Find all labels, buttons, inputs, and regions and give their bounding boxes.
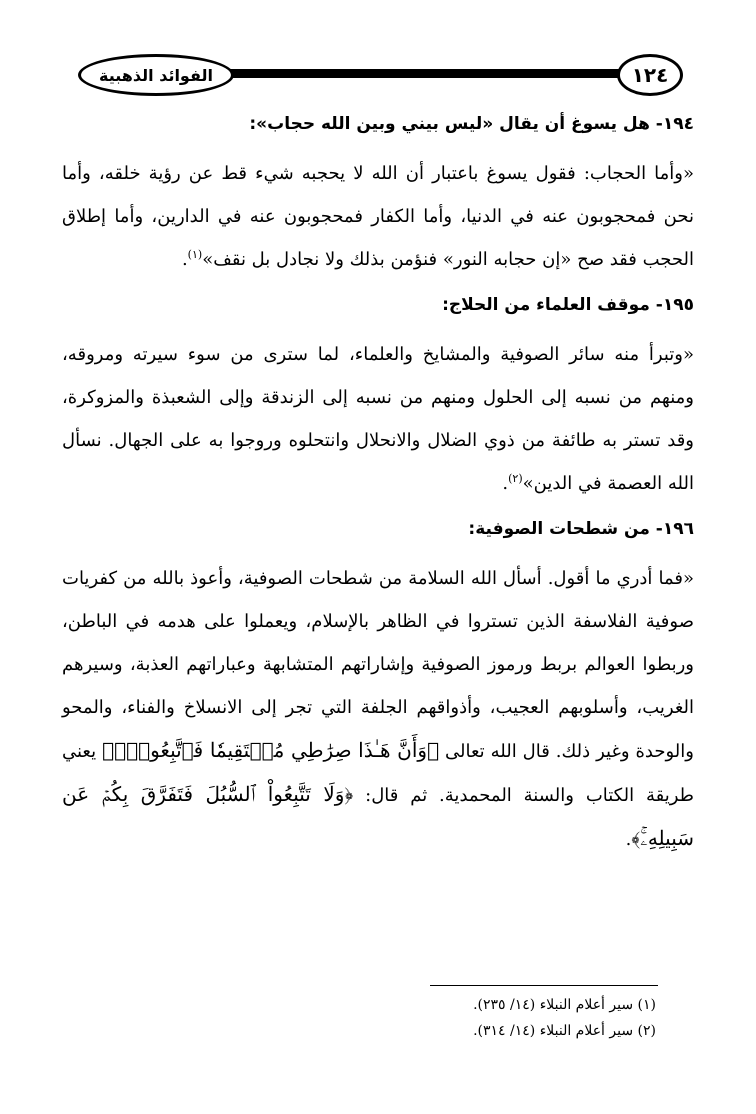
section-195-end: . (502, 473, 509, 494)
book-title: الفوائد الذهبية (78, 54, 234, 96)
section-196-body: «فما أدري ما أقول. أسأل الله السلامة من شطحات الصوفية، وأعوذ بالله من كفريات صوفية الفلاسفة الذين تستروا في الظاهر بالإسلام، ويعملوا على هدمه في الباطن، وربطوا العوالم بربط ورموز الصوفية وإشاراتهم المتشابهة وعباراتهم العذبة، وسيرهم الغريب، وأسلوبهم العجيب، وأذواقهم الجلفة التي تجر إلى الانسلاخ والفناء، والمحو والوحدة وغير ذلك. قال الله تعالى (62, 568, 694, 762)
footnote-ref-1: (١) (187, 248, 203, 261)
quran-verse-1: ﴿وَأَنَّ هَـٰذَا صِرَٰطِي مُسۡتَقِيمٗا فَٱتَّبِعُوهُۖ﴾ (102, 738, 440, 762)
section-196-heading: ١٩٦- من شطحات الصوفية: (468, 519, 694, 539)
footnote-separator (430, 985, 658, 986)
section-194-heading: ١٩٤- هل يسوغ أن يقال «ليس بيني وبين الله حجاب»: (249, 114, 694, 134)
quran-verse-2: ﴿وَلَا تَتَّبِعُواْ ٱلسُّبُلَ فَتَفَرَّقَ بِكُمۡ عَن سَبِيلِهِۦۚ﴾ (62, 782, 694, 850)
header-rule (228, 69, 623, 78)
section-196-end: . (625, 829, 632, 850)
section-194-body: «وأما الحجاب: فقول يسوغ باعتبار أن الله لا يحجبه شيء قط عن رؤية خلقه، وأما نحن فمحجوبون عنه في الدنيا، وأما الكفار فمحجوبون عنه في الدارين، وأما إطلاق الحجب فقد صح «إن حجابه النور» فنؤمن بذلك ولا نجادل بل نقف» (62, 163, 694, 270)
section-195-text (62, 333, 694, 505)
page-body (62, 110, 694, 861)
section-194-end: . (181, 249, 188, 270)
section-196-text (62, 557, 694, 861)
page-header (78, 54, 683, 94)
footnotes (62, 992, 656, 1044)
section-194-text (62, 152, 694, 281)
section-195-body: «وتبرأ منه سائر الصوفية والمشايخ والعلماء، لما سترى من سوء سيرته ومروقه، ومنهم من نسبه إلى الحلول ومنهم من نسبه إلى الزندقة وإلى الشعبذة والمزوكرة، وقد تستر به طائفة من ذوي الضلال والانحلال وانتحلوه وروجوا به على الجهال. نسأل الله العصمة في الدين» (62, 344, 694, 494)
footnote-ref-2: (٢) (508, 472, 523, 485)
section-195-heading: ١٩٥- موقف العلماء من الحلاج: (442, 295, 694, 315)
section-196-body-2: يعني طريقة الكتاب والسنة المحمدية. ثم قال: (62, 741, 694, 806)
page-number: ١٢٤ (617, 54, 683, 96)
footnote-1: (١) سير أعلام النبلاء (١٤/ ٢٣٥). (473, 997, 656, 1013)
footnote-2: (٢) سير أعلام النبلاء (١٤/ ٣١٤). (473, 1023, 656, 1039)
